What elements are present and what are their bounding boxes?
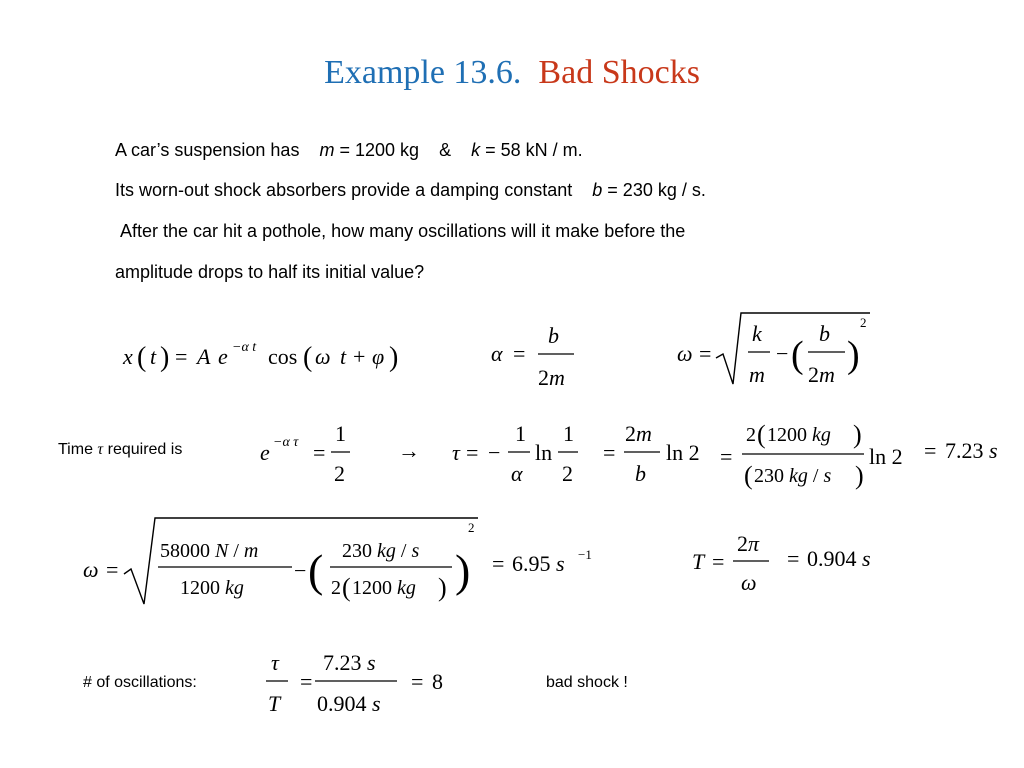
omega-value-equation bbox=[83, 518, 592, 604]
svg-text:(: ( bbox=[137, 342, 147, 373]
svg-text:e: e bbox=[260, 440, 270, 465]
svg-text:τ: τ bbox=[271, 650, 279, 675]
oscillations-label: # of oscillations: bbox=[83, 674, 197, 691]
title-number: Example 13.6. bbox=[324, 54, 522, 91]
svg-text:ω: ω bbox=[741, 570, 757, 595]
time-label-suffix: required is bbox=[107, 441, 183, 458]
svg-text:): ) bbox=[160, 342, 170, 373]
damping-value: = 230 kg / s. bbox=[607, 180, 706, 200]
svg-text:2: 2 bbox=[746, 424, 756, 446]
svg-text:t: t bbox=[150, 344, 157, 369]
svg-text:1200 kg: 1200 kg bbox=[352, 577, 416, 599]
svg-text:1200 kg: 1200 kg bbox=[180, 577, 244, 599]
svg-text:x: x bbox=[123, 344, 133, 369]
time-label-prefix: Time bbox=[58, 441, 93, 458]
title-name: Bad Shocks bbox=[538, 54, 700, 91]
svg-text:1200 kg: 1200 kg bbox=[767, 424, 831, 446]
svg-text:−: − bbox=[776, 341, 789, 366]
svg-text:(: ( bbox=[757, 420, 766, 449]
svg-text:−: − bbox=[294, 558, 307, 583]
bad-shock-label: bad shock ! bbox=[546, 674, 628, 691]
svg-text:ln: ln bbox=[535, 440, 553, 465]
svg-text:(: ( bbox=[791, 334, 804, 376]
svg-text:): ) bbox=[847, 334, 860, 376]
tau-equation bbox=[452, 420, 998, 490]
svg-text:ln 2: ln 2 bbox=[666, 440, 700, 465]
svg-text:=: = bbox=[313, 440, 326, 465]
svg-text:): ) bbox=[389, 342, 399, 373]
period-equation bbox=[692, 531, 871, 595]
svg-text:1: 1 bbox=[563, 421, 574, 446]
svg-text:=: = bbox=[720, 444, 733, 469]
spring-variable: k bbox=[471, 140, 481, 160]
problem-line-1-text: A car’s suspension has bbox=[115, 140, 300, 160]
svg-text:=: = bbox=[924, 438, 937, 463]
svg-text:): ) bbox=[855, 461, 864, 490]
svg-text:6.95 s: 6.95 s bbox=[512, 551, 565, 576]
tau-symbol: τ bbox=[97, 441, 104, 458]
svg-text:T: T bbox=[268, 691, 281, 716]
svg-text:0.904 s: 0.904 s bbox=[807, 546, 871, 571]
svg-text:ω: ω bbox=[677, 341, 693, 366]
svg-text:(: ( bbox=[342, 573, 351, 602]
svg-text:8: 8 bbox=[432, 669, 443, 694]
svg-text:2m: 2m bbox=[538, 365, 565, 390]
svg-text:(: ( bbox=[303, 342, 313, 373]
svg-text:b: b bbox=[819, 321, 830, 346]
svg-text:7.23 s: 7.23 s bbox=[323, 650, 376, 675]
svg-text:ω: ω bbox=[315, 344, 331, 369]
svg-text:−1: −1 bbox=[578, 547, 592, 562]
svg-text:τ: τ bbox=[452, 440, 460, 465]
svg-text:1: 1 bbox=[335, 421, 346, 446]
svg-text:): ) bbox=[455, 545, 471, 596]
svg-text:2π: 2π bbox=[737, 531, 760, 556]
svg-text:=: = bbox=[411, 669, 424, 694]
omega-definition bbox=[677, 313, 870, 387]
svg-text:0.904 s: 0.904 s bbox=[317, 691, 381, 716]
svg-text:cos: cos bbox=[268, 344, 298, 369]
decay-equation bbox=[260, 421, 350, 486]
svg-text:=: = bbox=[603, 440, 616, 465]
svg-text:=: = bbox=[699, 341, 712, 366]
implies-arrow: → bbox=[398, 438, 420, 463]
damping-variable: b bbox=[592, 180, 603, 200]
svg-text:): ) bbox=[853, 420, 862, 449]
svg-text:(: ( bbox=[744, 461, 753, 490]
mass-variable: m bbox=[319, 140, 335, 160]
svg-text:=: = bbox=[106, 557, 119, 582]
svg-text:=: = bbox=[787, 546, 800, 571]
mass-value: = 1200 kg bbox=[339, 140, 420, 160]
svg-text:2: 2 bbox=[562, 461, 573, 486]
problem-line-2-text: Its worn-out shock absorbers provide a damping constant bbox=[115, 180, 573, 200]
problem-line-3: After the car hit a pothole, how many oscillations will it make before the bbox=[120, 221, 686, 241]
svg-text:m: m bbox=[749, 362, 765, 387]
svg-text:α: α bbox=[491, 341, 503, 366]
svg-text:230 kg / s: 230 kg / s bbox=[342, 540, 420, 562]
svg-text:(: ( bbox=[308, 545, 324, 596]
problem-line-4: amplitude drops to half its initial value? bbox=[115, 262, 425, 282]
svg-text:2m: 2m bbox=[625, 421, 652, 446]
svg-text:b: b bbox=[635, 461, 646, 486]
svg-text:+: + bbox=[353, 344, 366, 369]
svg-text:=: = bbox=[300, 669, 313, 694]
alpha-equation bbox=[491, 323, 574, 390]
svg-text:ω: ω bbox=[83, 557, 99, 582]
svg-text:α: α bbox=[511, 461, 523, 486]
svg-text:t: t bbox=[340, 344, 347, 369]
svg-text:b: b bbox=[548, 323, 559, 348]
svg-text:T: T bbox=[692, 549, 705, 574]
svg-text:−α t: −α t bbox=[232, 340, 257, 355]
svg-text:−α τ: −α τ bbox=[273, 435, 299, 450]
svg-text:230 kg / s: 230 kg / s bbox=[754, 465, 832, 487]
displacement-equation bbox=[122, 340, 398, 373]
ampersand: & bbox=[439, 140, 452, 160]
svg-text:7.23 s: 7.23 s bbox=[945, 438, 998, 463]
svg-text:2: 2 bbox=[860, 315, 867, 330]
svg-text:e: e bbox=[218, 344, 228, 369]
svg-text:k: k bbox=[752, 321, 762, 346]
svg-text:2m: 2m bbox=[808, 362, 835, 387]
svg-text:1: 1 bbox=[515, 421, 526, 446]
svg-text:=: = bbox=[513, 341, 526, 366]
svg-text:ln 2: ln 2 bbox=[869, 444, 903, 469]
svg-text:−: − bbox=[488, 440, 501, 465]
svg-text:2: 2 bbox=[334, 461, 345, 486]
svg-text:=: = bbox=[492, 551, 505, 576]
svg-text:=: = bbox=[466, 440, 479, 465]
svg-text:=: = bbox=[175, 344, 188, 369]
svg-text:φ: φ bbox=[372, 344, 385, 369]
svg-text:58000 N / m: 58000 N / m bbox=[160, 540, 259, 562]
svg-text:2: 2 bbox=[331, 577, 341, 599]
oscillation-count-equation bbox=[266, 650, 443, 716]
svg-text:2: 2 bbox=[468, 520, 475, 535]
svg-text:=: = bbox=[712, 549, 725, 574]
spring-value: = 58 kN / m. bbox=[485, 140, 583, 160]
svg-text:A: A bbox=[197, 344, 211, 369]
svg-text:): ) bbox=[438, 573, 447, 602]
